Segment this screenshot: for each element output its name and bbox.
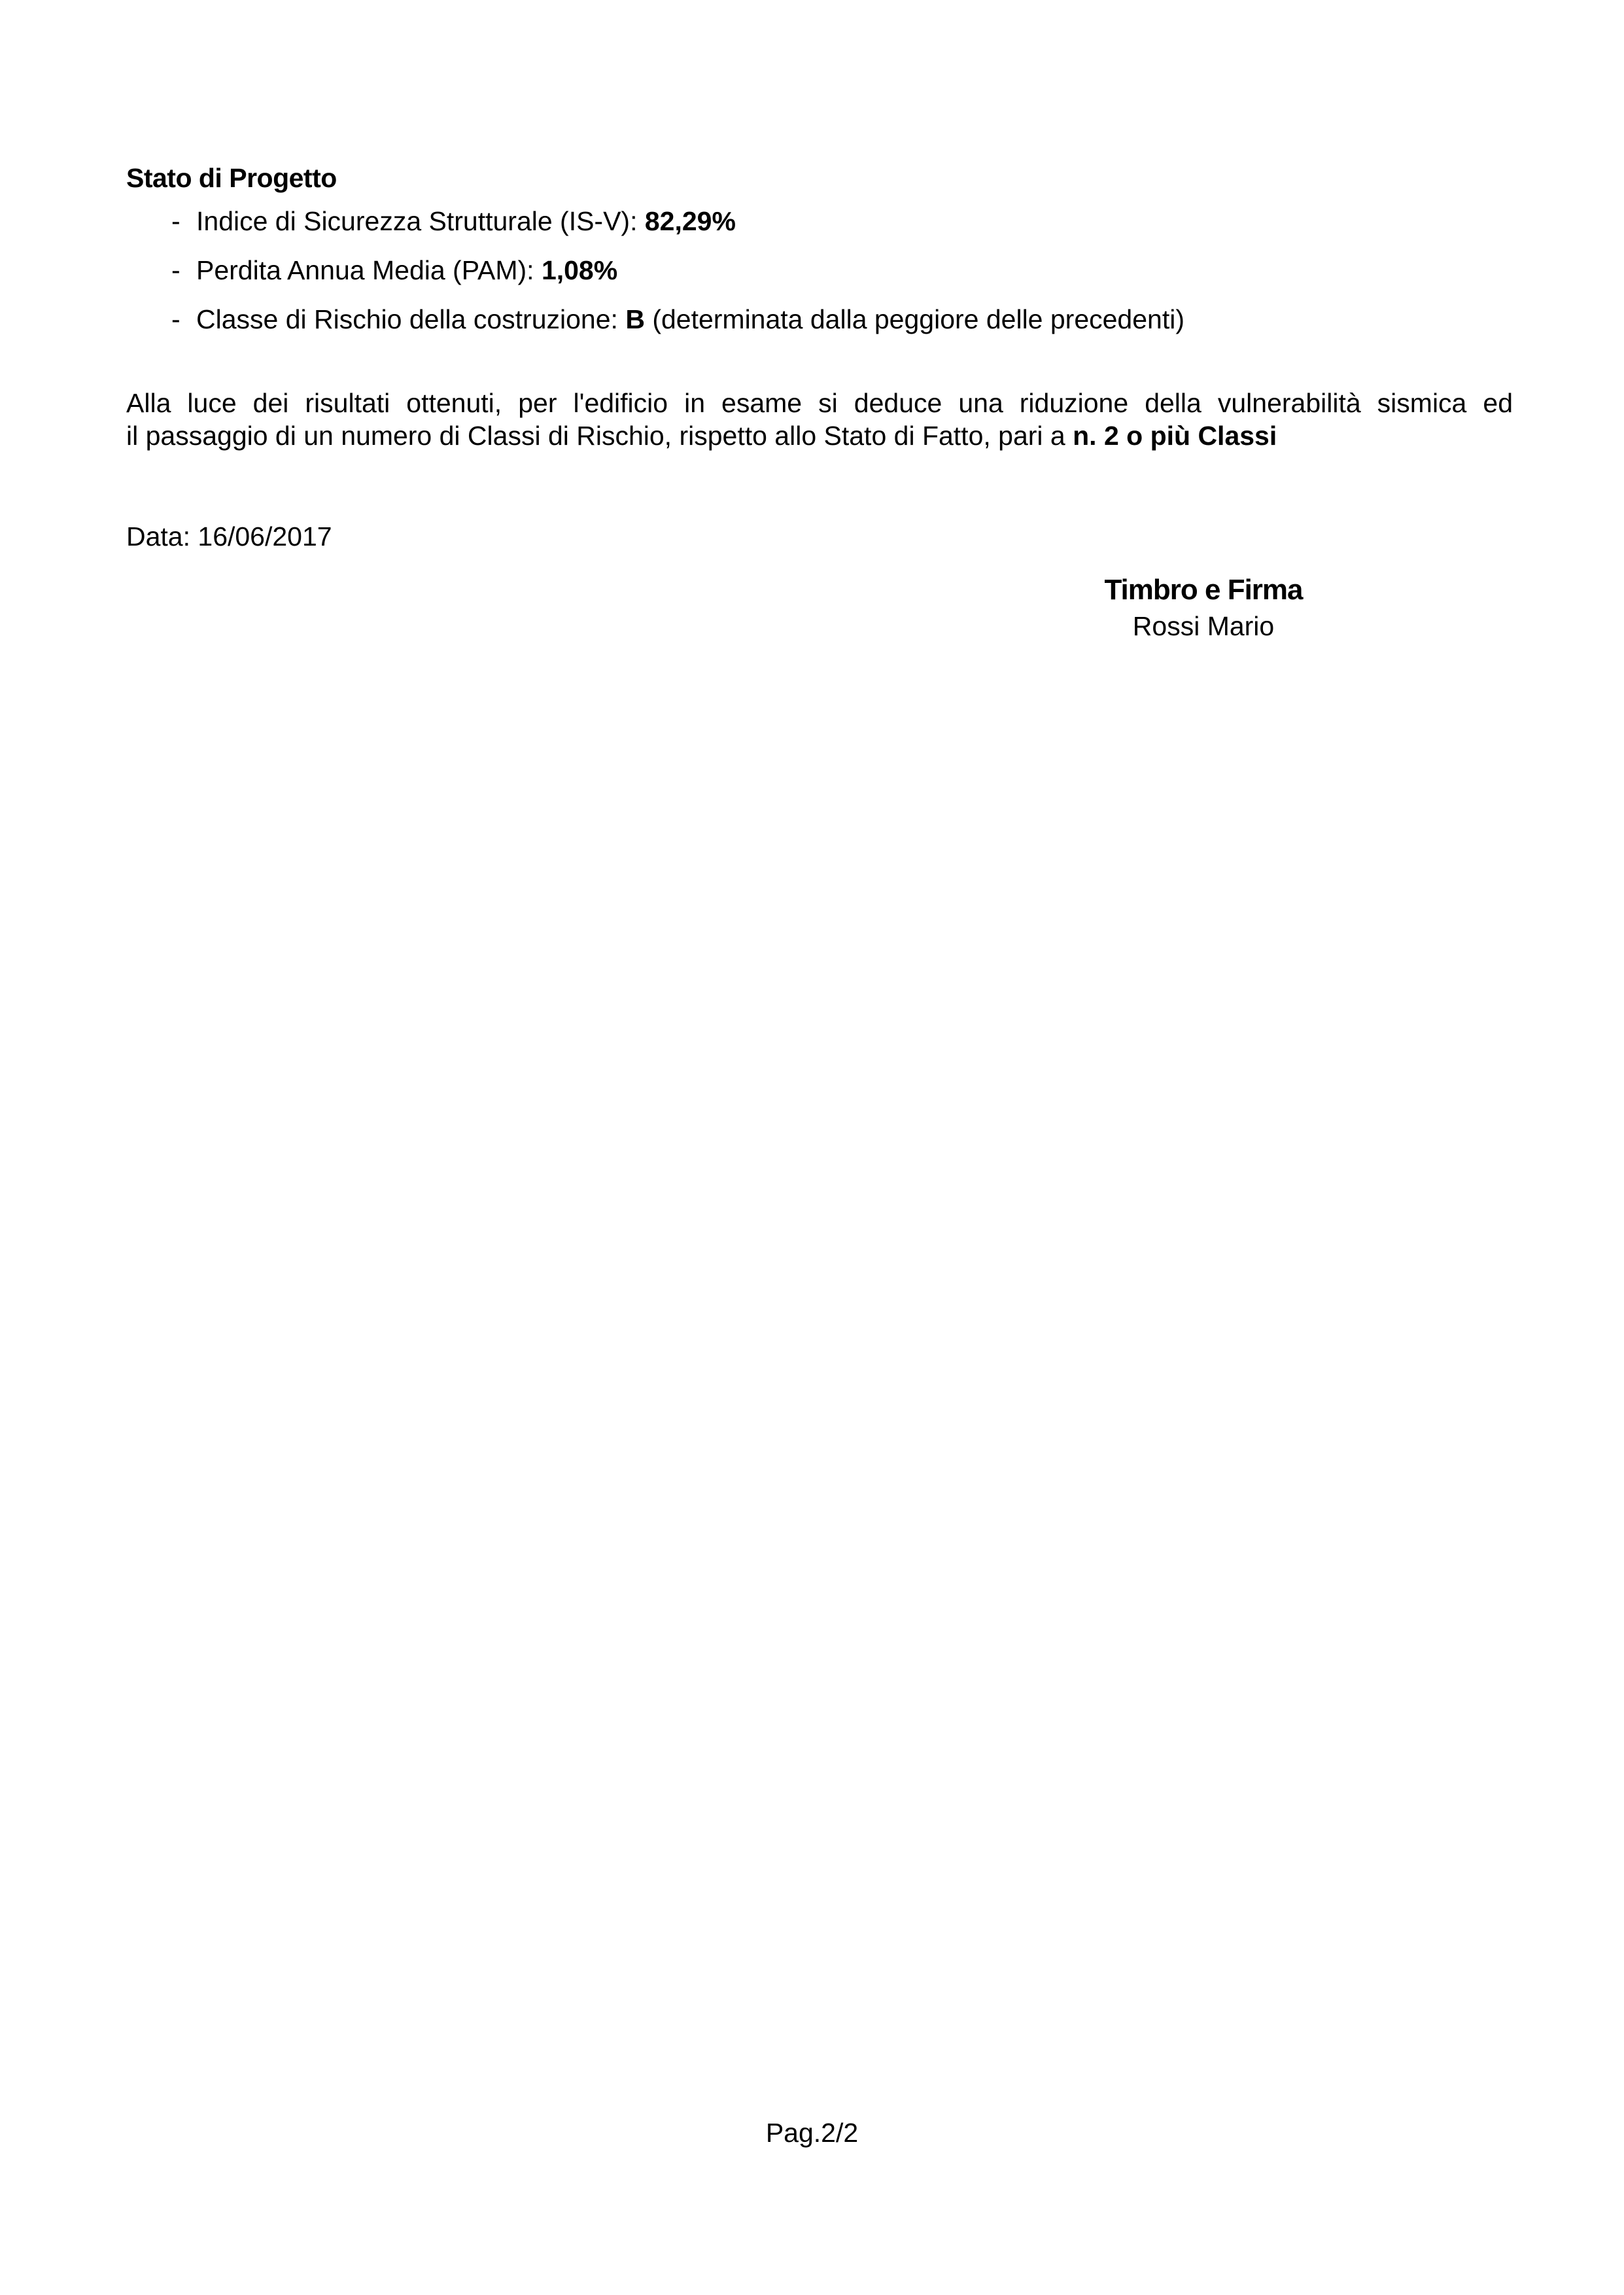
paragraph-text: il passaggio di un numero di Classi di Rischio, rispetto allo Stato di Fatto, pari a — [126, 421, 1073, 451]
item-label: Indice di Sicurezza Strutturale (IS-V): — [196, 206, 645, 236]
paragraph-line: Alla luce dei risultati ottenuti, per l'edificio in esame si deduce una riduzione della vulnerabilità sismica ed — [126, 388, 1513, 418]
bullet-dash: - — [171, 206, 181, 236]
paragraph-line — [126, 419, 1513, 452]
list-item-annual-loss — [171, 254, 1184, 303]
list-item-risk-class — [171, 303, 1184, 352]
signature-heading: Timbro e Firma — [1104, 574, 1303, 606]
signature-block — [1073, 572, 1334, 644]
item-value: B — [625, 304, 645, 334]
page-number: Pag.2/2 — [765, 2118, 859, 2148]
results-list — [171, 205, 1184, 352]
list-item-safety-index — [171, 205, 1184, 254]
bullet-dash: - — [171, 255, 181, 285]
section-title: Stato di Progetto — [126, 163, 337, 193]
item-value: 82,29% — [644, 206, 736, 236]
item-label: Perdita Annua Media (PAM): — [196, 255, 542, 285]
document-date: Data: 16/06/2017 — [126, 521, 332, 552]
conclusion-paragraph — [126, 387, 1513, 452]
item-label: Classe di Rischio della costruzione: — [196, 304, 626, 334]
bullet-dash: - — [171, 304, 181, 334]
item-suffix: (determinata dalla peggiore delle precedenti) — [644, 304, 1184, 334]
item-value: 1,08% — [541, 255, 618, 285]
paragraph-highlight: n. 2 o più Classi — [1073, 421, 1277, 451]
signature-name: Rossi Mario — [1132, 611, 1275, 641]
